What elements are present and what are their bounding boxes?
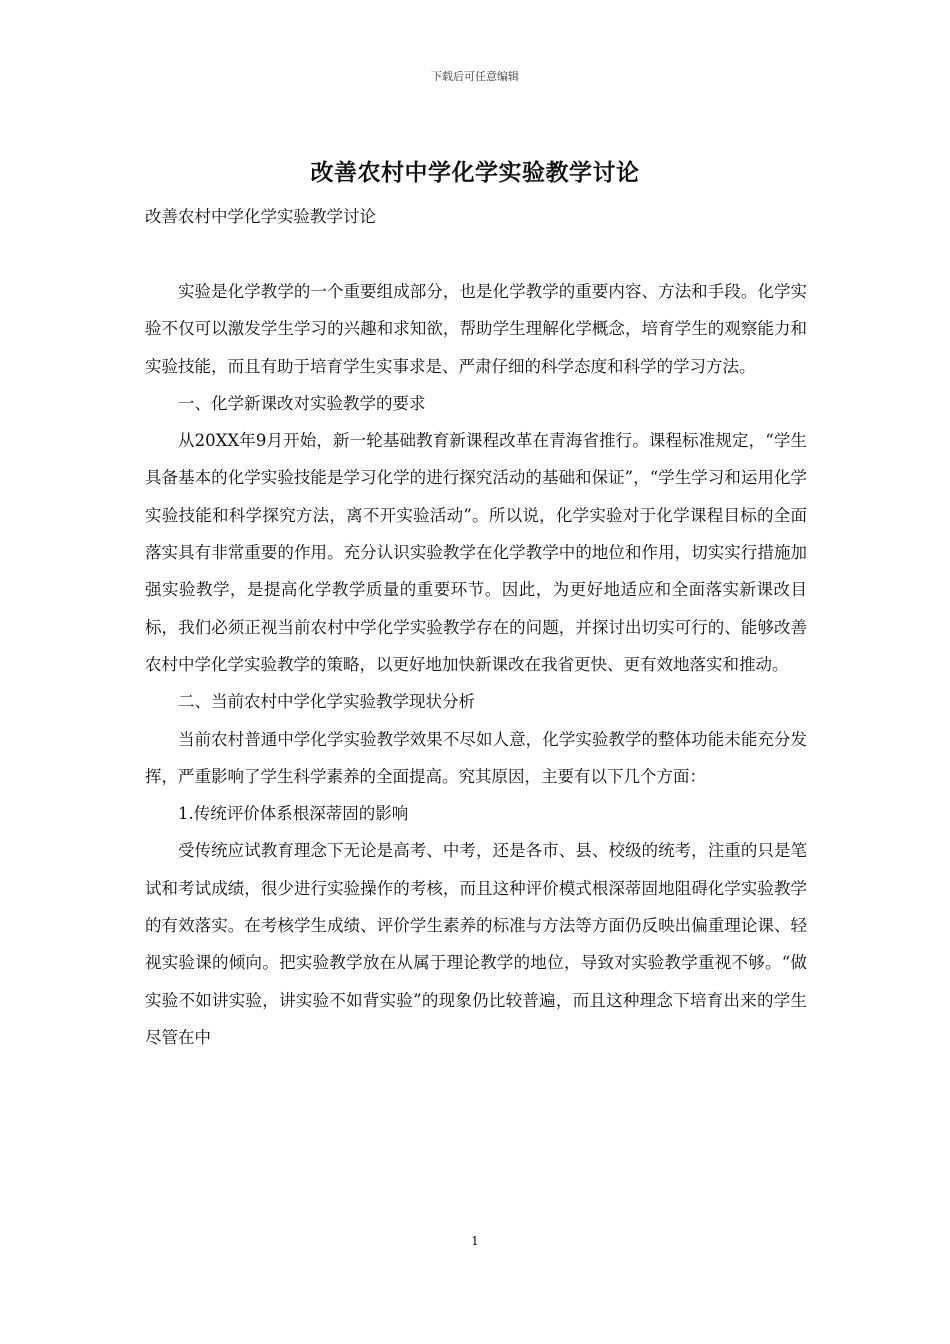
paragraph-current-situation: 当前农村普通中学化学实验教学效果不尽如人意，化学实验教学的整体功能未能充分发挥，严重影响了学生科学素养的全面提高。究其原因，主要有以下几个方面： bbox=[145, 729, 807, 786]
document-subtitle: 改善农村中学化学实验教学讨论 bbox=[145, 207, 376, 226]
document-title: 改善农村中学化学实验教学讨论 bbox=[310, 159, 640, 186]
section-heading-2: 二、当前农村中学化学实验教学现状分析 bbox=[178, 692, 475, 712]
page-number: 1 bbox=[471, 1234, 479, 1248]
subsection-heading-1: 1.传统评价体系根深蒂固的影响 bbox=[178, 804, 409, 824]
paragraph-evaluation-system: 受传统应试教育理念下无论是高考、中考，还是各市、县、校级的统考，注重的只是笔试和考试成绩，很少进行实验操作的考核，而且这种评价模式根深蒂固地阻碍化学实验教学的有效落实。在考核学生成绩、评价学生素养的标准与方法等方面仍反映出偏重理论课、轻视实验课的倾向。把实验教学放在从属于理论教学的地位，导致对实验教学重视不够。“做实验不如讲实验，讲实验不如背实验”的现象仍比较普遍，而且这种理念下培育出来的学生尽管在中 bbox=[145, 841, 807, 1047]
header-note: 下载后可任意编辑 bbox=[431, 70, 519, 83]
section-heading-1: 一、化学新课改对实验教学的要求 bbox=[178, 393, 426, 413]
paragraph-curriculum-requirements: 从20XX年9月开始，新一轮基础教育新课程改革在青海省推行。课程标准规定，“学生具备基本的化学实验技能是学习化学的进行探究活动的基础和保证”，“学生学习和运用化学实验技能和科学探究方法，离不开实验活动”。所以说，化学实验对于化学课程目标的全面落实具有非常重要的作用。充分认识实验教学在化学教学中的地位和作用，切实实行措施加强实验教学，是提高化学教学质量的重要环节。因此，为更好地适应和全面落实新课改目标，我们必须正视当前农村中学化学实验教学存在的问题，并探讨出切实可行的、能够改善农村中学化学实验教学的策略，以更好地加快新课改在我省更快、更有效地落实和推动。 bbox=[145, 431, 807, 674]
document-body bbox=[145, 273, 807, 1056]
paragraph-intro: 实验是化学教学的一个重要组成部分，也是化学教学的重要内容、方法和手段。化学实验不仅可以激发学生学习的兴趣和求知欲，帮助学生理解化学概念，培育学生的观察能力和实验技能，而且有助于培育学生实事求是、严肃仔细的科学态度和科学的学习方法。 bbox=[145, 282, 807, 376]
